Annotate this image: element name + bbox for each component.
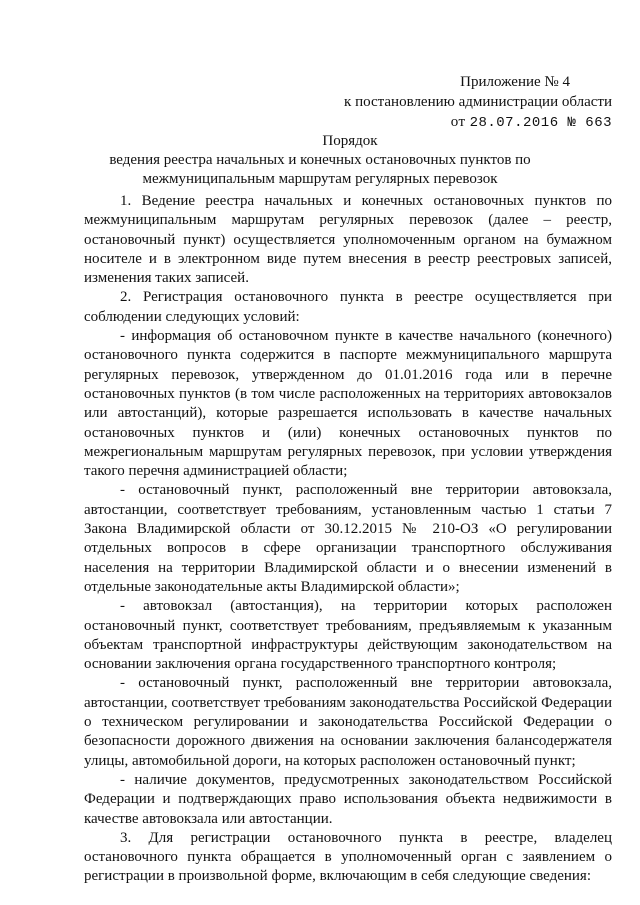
title-line-2: межмуниципальным маршрутам регулярных перевозок	[142, 171, 498, 187]
title-line-1: ведения реестра начальных и конечных остановочных пунктов по	[109, 152, 531, 168]
appendix-date-prefix: от	[450, 114, 466, 130]
condition-item-3: - автовокзал (автостанция), на территории которых расположен остановочный пункт, соответствует требованиям, предъявляемым к указанным объектам транспортной инфраструктуры действующим законодательством на основании заключения органа государственного транспортного контроля;	[84, 598, 612, 673]
paragraph-3: 3. Для регистрации остановочного пункта в реестре, владелец остановочного пункта обращается в уполномоченный орган с заявлением о регистрации в произвольной форме, включающим в себя следующие сведения:	[84, 829, 612, 885]
condition-item-5: - наличие документов, предусмотренных законодательством Российской Федерации и подтверждающих право использования объекта недвижимости в качестве автовокзала или автостанции.	[84, 771, 612, 827]
title-word: Порядок	[322, 133, 378, 149]
paragraph-1: 1. Ведение реестра начальных и конечных остановочных пунктов по межмуниципальным маршрутам регулярных перевозок (далее – реестр, остановочный пункт) осуществляется уполномоченным органом на бумажном носителе и в электронном виде путем внесения в реестр реестровых записей, изменения таких записей.	[84, 193, 612, 287]
condition-item-2: - остановочный пункт, расположенный вне территории автовокзала, автостанции, соответствует требованиям, установленным частью 1 статьи 7 Закона Владимирской области от 30.12.2015 № 210-ОЗ «О регулировании отдельных вопросов в сфере организации транспортного обслуживания населения на территории Владимирской области и о внесении изменений в отдельные законодательные акты Владимирской области»;	[84, 482, 612, 595]
condition-item-4: - остановочный пункт, расположенный вне территории автовокзала, автостанции, соответствует требованиям законодательства Российской Федерации о техническом регулировании и законодательства Российской Федерации о безопасности дорожного движения на основании заключения балансодержателя улицы, автомобильной дороги, на которых расположен остановочный пункт;	[84, 675, 612, 769]
paragraph-2: 2. Регистрация остановочного пункта в реестре осуществляется при соблюдении следующих условий:	[84, 289, 612, 325]
document-body	[84, 192, 612, 887]
appendix-header	[344, 72, 612, 133]
appendix-date-line	[344, 112, 612, 133]
condition-item-1: - информация об остановочном пункте в качестве начального (конечного) остановочного пункта содержится в паспорте межмуниципального маршрута регулярных перевозок, утвержденном до 01.01.2016 года или в перечне остановочных пунктов (в том числе расположенных на территориях автовокзалов или автостанций), которые разрешается использовать в качестве начальных остановочных пунктов и (или) конечных остановочных пунктов по межрегиональным маршрутам регулярных перевозок, при условии утверждения такого перечня администрацией области;	[84, 328, 612, 480]
appendix-date-number: 28.07.2016 № 663	[469, 115, 612, 131]
appendix-resolution-ref: к постановлению администрации области	[344, 94, 612, 110]
appendix-title: Приложение № 4	[460, 74, 570, 90]
document-title	[0, 132, 640, 189]
